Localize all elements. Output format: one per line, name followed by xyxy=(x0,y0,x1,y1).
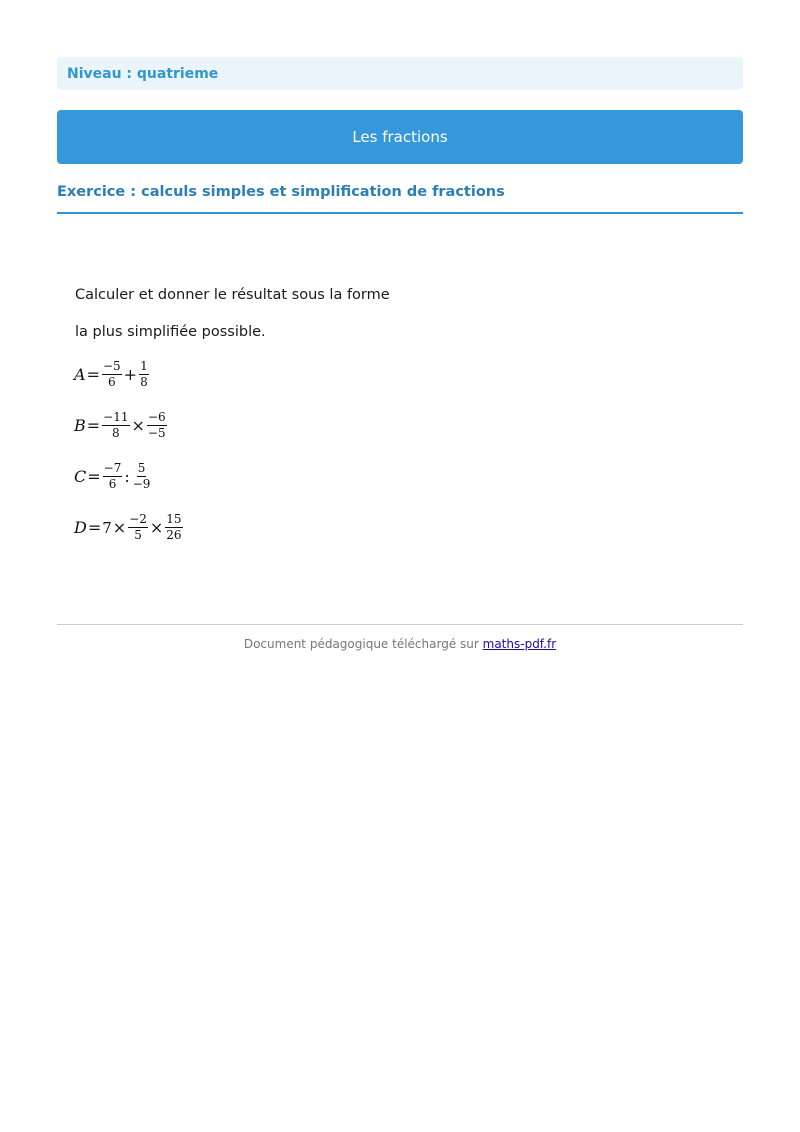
level-label: Niveau : quatrieme xyxy=(67,65,219,82)
equation-variable: C xyxy=(74,467,87,486)
fraction-numerator: 1 xyxy=(140,359,148,373)
footer-text: Document pédagogique téléchargé sur xyxy=(243,637,483,651)
fraction-denominator: −5 xyxy=(147,426,166,440)
operator: × xyxy=(112,518,127,537)
equation-variable: A xyxy=(74,365,86,384)
fraction xyxy=(102,360,122,389)
fraction-numerator: 5 xyxy=(137,461,146,475)
fraction-numerator: 15 xyxy=(166,512,182,526)
equation-a xyxy=(74,360,150,389)
footer-link[interactable]: maths-pdf.fr xyxy=(482,637,557,651)
operator: × xyxy=(149,518,164,537)
equals-sign: = xyxy=(87,467,101,486)
equals-sign: = xyxy=(86,365,100,384)
equation-variable: D xyxy=(74,518,87,537)
page-title: Les fractions xyxy=(352,128,448,146)
operator: + xyxy=(123,365,138,384)
instruction-line-1: Calculer et donner le résultat sous la forme xyxy=(75,287,390,303)
fraction-numerator: −2 xyxy=(129,512,147,526)
fraction-denominator: −9 xyxy=(132,477,151,491)
fraction xyxy=(103,462,123,491)
equals-sign: = xyxy=(86,416,101,435)
operator: × xyxy=(131,416,145,435)
integer-factor: 7 xyxy=(102,518,112,537)
equation-variable: B xyxy=(74,416,86,435)
exercise-heading xyxy=(57,184,743,214)
instruction-line-2: la plus simplifiée possible. xyxy=(75,324,266,340)
fraction-denominator: 8 xyxy=(112,426,120,440)
equation-c xyxy=(74,462,152,491)
equals-sign: = xyxy=(87,518,102,537)
fraction-denominator: 8 xyxy=(140,375,148,389)
footer-divider xyxy=(57,624,743,625)
fraction-numerator: −6 xyxy=(147,410,166,424)
fraction xyxy=(139,360,149,389)
fraction xyxy=(165,513,182,542)
exercise-title: Exercice : calculs simples et simplification de fractions xyxy=(57,184,505,200)
operator: : xyxy=(124,467,130,486)
fraction-denominator: 6 xyxy=(108,375,116,389)
fraction xyxy=(132,462,152,491)
footer xyxy=(57,637,743,651)
fraction-numerator: −7 xyxy=(103,461,122,475)
fraction-denominator: 26 xyxy=(166,528,182,542)
page-title-banner xyxy=(57,110,743,164)
equation-b xyxy=(74,411,168,440)
fraction xyxy=(102,411,129,440)
fraction-denominator: 5 xyxy=(134,528,142,542)
equation-d xyxy=(74,513,184,542)
fraction-numerator: −5 xyxy=(102,359,121,373)
level-badge xyxy=(57,57,743,90)
fraction xyxy=(147,411,167,440)
fraction xyxy=(128,513,148,542)
fraction-numerator: −11 xyxy=(103,410,129,424)
fraction-denominator: 6 xyxy=(108,477,117,491)
